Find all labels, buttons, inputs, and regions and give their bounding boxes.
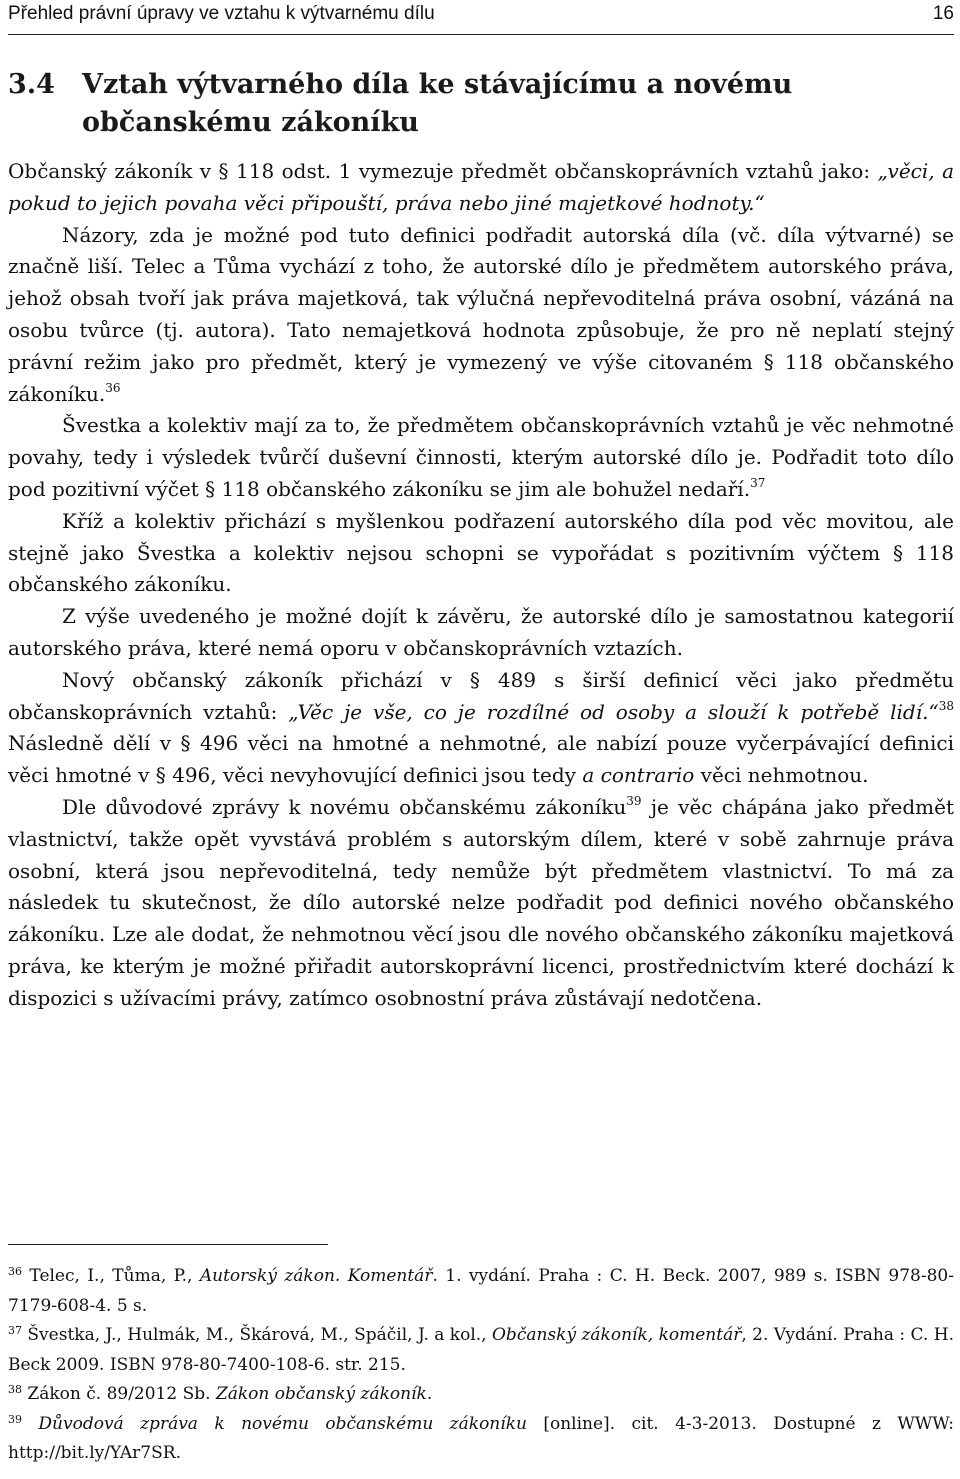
footnote-39 <box>8 1410 954 1469</box>
paragraph-5 <box>8 601 954 665</box>
body-text <box>8 156 954 1015</box>
paragraph-text: Následně dělí v § 496 věci na hmotné a nehmotné, ale nabízí pouze vyčerpávající definici věci hmotné v § 496, věci nevyhovující definici jsou tedy <box>8 731 954 788</box>
footnote-ref: 36 <box>105 380 121 395</box>
section-heading <box>8 66 948 142</box>
footnote-text: . 1. vydání. Praha : C. H. Beck. 2007, 989 s. ISBN 978-80-7179-608-4. 5 s. <box>8 1266 954 1316</box>
footnote-text: [online]. cit. 4-3-2013. Dostupné z WWW: http://bit.ly/YAr7SR. <box>8 1413 955 1463</box>
paragraph-text: Nový občanský zákoník přichází v § 489 s širší definicí věci jako předmětu občanskoprávních vztahů: <box>8 667 954 724</box>
paragraph-text: je věc chápána jako předmět vlastnictví, takže opět vyvstává problém s autorským dílem, které v sobě zahrnuje práva osobní, která jsou nepřevoditelná, tedy nemůže být předmětem vlastnictví. To má za následek tu skutečnost, že dílo autorské nelze podřadit pod definici nového občanského zákoníku. Lze ale dodat, že nehmotnou věcí jsou dle nového občanského zákoníku majetková práva, ke kterým je možné přiřadit autorskoprávní licenci, prostřednictvím které dochází k dispozici s užívacími právy, zatímco osobnostní práva zůstávají nedotčena. <box>8 794 954 1010</box>
footnote-title: Autorský zákon. Komentář <box>199 1266 433 1286</box>
footnote-ref: 39 <box>626 793 642 808</box>
footnote-ref: 37 <box>750 475 766 490</box>
paragraph-text: Kříž a kolektiv přichází s myšlenkou podřazení autorského díla pod věc movitou, ale stejně jako Švestka a kolektiv nejsou schopni se vypořádat s pozitivním výčtem § 118 občanského zákoníku. <box>8 508 954 597</box>
footnote-36 <box>8 1262 954 1321</box>
paragraph-text: Občanský zákoník v § 118 odst. 1 vymezuje předmět občanskoprávních vztahů jako: <box>8 159 878 183</box>
footnote-text <box>22 1414 38 1434</box>
paragraph-text: Dle důvodové zprávy k novému občanskému zákoníku <box>62 794 627 819</box>
footnote-number: 39 <box>8 1412 22 1426</box>
paragraph-text: Švestka a kolektiv mají za to, že předmětem občanskoprávních vztahů je věc nehmotné povahy, tedy i výsledek tvůrčí duševní činnosti, kterým autorské dílo je. Podřadit toto dílo pod pozitivní výčet § 118 občanského zákoníku se jim ale bohužel nedaří. <box>8 413 954 501</box>
footnote-separator <box>8 1244 328 1245</box>
paragraph-1 <box>8 156 954 220</box>
footnote-number: 37 <box>8 1324 22 1337</box>
paragraph-2 <box>8 220 954 411</box>
section-title-line-2: občanskému zákoníku <box>82 107 419 138</box>
page-header <box>8 0 954 35</box>
footnote-text: , 2. Vydání. Praha : C. H. Beck 2009. ISBN 978-80-7400-108-6. str. 215. <box>8 1325 954 1375</box>
footnote-text: . <box>426 1384 433 1404</box>
footnote-text: Zákon č. 89/2012 Sb. <box>22 1384 216 1404</box>
footnotes <box>8 1262 954 1469</box>
paragraph-text: Názory, zda je možné pod tuto definici podřadit autorská díla (vč. díla výtvarné) se značně liší. Telec a Tůma vychází z toho, že autorské dílo je předmětem autorského práva, jehož obsah tvoří jak práva majetková, tak výlučná nepřevoditelná práva osobní, vázáná na osobu tvůrce (tj. autora). Tato nemajetková hodnota způsobuje, že pro ně neplatí stejný právní režim jako pro předmět, který je vymezený ve výše citovaném § 118 občanského zákoníku. <box>8 222 954 406</box>
paragraph-text: Z výše uvedeného je možné dojít k závěru, že autorské dílo je samostatnou kategorií autorského práva, které nemá oporu v občanskoprávních vztazích. <box>8 604 954 660</box>
running-title: Přehled právní úpravy ve vztahu k výtvarnému dílu <box>8 3 435 24</box>
paragraph-7 <box>8 792 954 1015</box>
quotation: „Věc je vše, co je rozdílné od osoby a slouží k potřebě lidí.“ <box>288 699 939 724</box>
section-title-line-1: Vztah výtvarného díla ke stávajícímu a novému <box>82 69 793 100</box>
footnote-ref: 38 <box>938 698 954 713</box>
page-number: 16 <box>932 3 954 24</box>
footnote-title: Důvodová zpráva k novému občanskému zákoníku <box>38 1413 527 1434</box>
section-number: 3.4 <box>8 69 55 100</box>
footnote-title: Zákon občanský zákoník <box>215 1384 427 1404</box>
italic-term: a contrario <box>582 763 695 788</box>
footnote-number: 36 <box>8 1265 22 1278</box>
footnote-text: Telec, I., Tůma, P., <box>22 1266 200 1286</box>
quotation: „věci, a pokud to jejich povaha věci připouští, práva nebo jiné majetkové hodnoty.“ <box>8 159 954 215</box>
paragraph-3 <box>8 410 954 505</box>
paragraph-4 <box>8 506 954 601</box>
paragraph-6 <box>8 665 954 792</box>
footnote-text: Švestka, J., Hulmák, M., Škárová, M., Spáčil, J. a kol., <box>22 1325 492 1345</box>
footnote-37 <box>8 1321 954 1380</box>
footnote-38 <box>8 1380 954 1410</box>
paragraph-text: věci nehmotnou. <box>694 763 869 788</box>
footnote-number: 38 <box>8 1383 22 1396</box>
footnote-title: Občanský zákoník, komentář <box>492 1325 742 1345</box>
